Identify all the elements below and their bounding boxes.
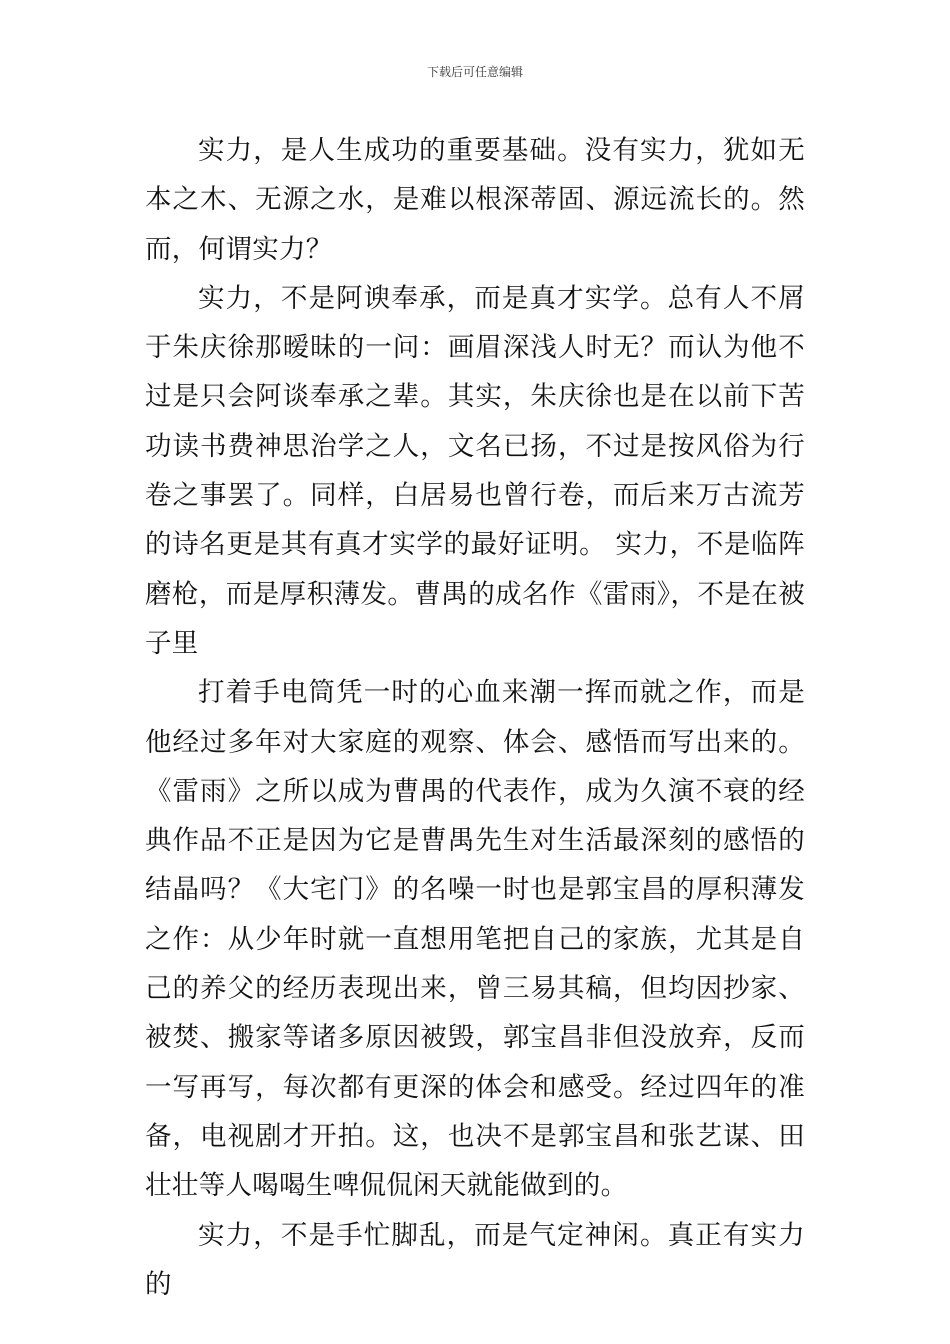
page-header-note: 下载后可任意编辑 xyxy=(426,65,523,79)
document-body xyxy=(145,126,805,1309)
paragraph-2: 实力，不是阿谀奉承，而是真才实学。总有人不屑于朱庆徐那暧昧的一问：画眉深浅人时无？而认为他不过是只会阿谈奉承之辈。其实，朱庆徐也是在以前下苦功读书费神思治学之人，文名已扬，不过是按风俗为行卷之事罢了。同样，白居易也曾行卷，而后来万古流芳的诗名更是其有真才实学的最好证明。 实力，不是临阵磨枪，而是厚积薄发。曹禺的成名作《雷雨》，不是在被子里 xyxy=(145,282,805,659)
paragraph-1: 实力，是人生成功的重要基础。没有实力，犹如无本之木、无源之水，是难以根深蒂固、源远流长的。然而，何谓实力？ xyxy=(145,135,805,265)
paragraph-4: 实力，不是手忙脚乱，而是气定神闲。真正有实力的 xyxy=(145,1219,805,1300)
paragraph-3: 打着手电筒凭一时的心血来潮一挥而就之作，而是他经过多年对大家庭的观察、体会、感悟而写出来的。《雷雨》之所以成为曹禺的代表作，成为久演不衰的经典作品不正是因为它是曹禺先生对生活最深刻的感悟的结晶吗？《大宅门》的名噪一时也是郭宝昌的厚积薄发之作：从少年时就一直想用笔把自己的家族，尤其是自己的养父的经历表现出来，曾三易其稿，但均因抄家、被焚、搬家等诸多原因被毁，郭宝昌非但没放弃，反而一写再写，每次都有更深的体会和感受。经过四年的准备，电视剧才开拍。这，也决不是郭宝昌和张艺谋、田壮壮等人喝喝生啤侃侃闲天就能做到的。 xyxy=(145,677,805,1202)
